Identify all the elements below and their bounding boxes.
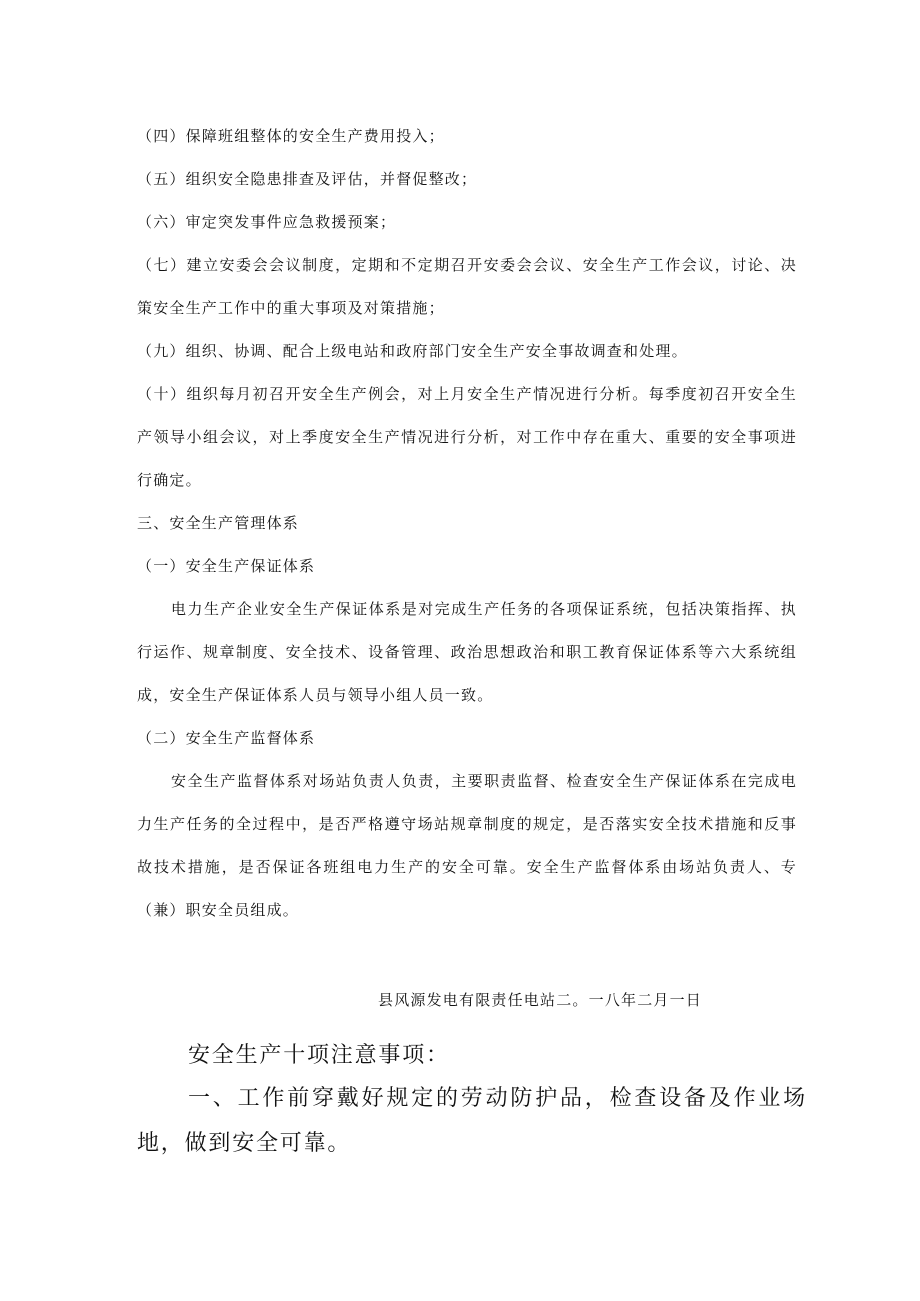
list-item-4: （四）保障班组整体的安全生产费用投入； <box>137 127 445 145</box>
list-item-9: （九）组织、协调、配合上级电站和政府部门安全生产安全事故调查和处理。 <box>137 342 688 360</box>
notice-item-1: 一、工作前穿戴好规定的劳动防护品，检查设备及作业场地，做到安全可靠。 <box>137 1086 807 1156</box>
subsection-heading-2: （二）安全生产监督体系 <box>137 729 316 747</box>
list-item-7: （七）建立安委会会议制度，定期和不定期召开安委会会议、安全生产工作会议，讨论、决策安全生产工作中的重大事项及对策措施； <box>137 256 797 317</box>
list-item-5: （五）组织安全隐患排查及评估，并督促整改； <box>137 170 478 188</box>
subsection-body-1: 电力生产企业安全生产保证体系是对完成生产任务的各项保证系统，包括决策指挥、执行运作、规章制度、安全技术、设备管理、政治思想政治和职工教育保证体系等六大系统组成，安全生产保证体系人员与领导小组人员一致。 <box>137 600 797 704</box>
list-item-10: （十）组织每月初召开安全生产例会，对上月安全生产情况进行分析。每季度初召开安全生产领导小组会议，对上季度安全生产情况进行分析，对工作中存在重大、重要的安全事项进行确定。 <box>137 385 797 489</box>
notice-title: 安全生产十项注意事项： <box>188 1043 450 1068</box>
list-item-6: （六）审定突发事件应急救援预案； <box>137 213 397 231</box>
subsection-heading-1: （一）安全生产保证体系 <box>137 557 316 575</box>
section-heading: 三、安全生产管理体系 <box>137 514 300 532</box>
subsection-body-2: 安全生产监督体系对场站负责人负责，主要职责监督、检查安全生产保证体系在完成电力生产任务的全过程中，是否严格遵守场站规章制度的规定，是否落实安全技术措施和反事故技术措施，是否保证各班组电力生产的安全可靠。安全生产监督体系由场站负责人、专（兼）职安全员组成。 <box>137 772 797 919</box>
signature-line: 县风源发电有限责任电站二。一八年二月一日 <box>378 991 703 1009</box>
